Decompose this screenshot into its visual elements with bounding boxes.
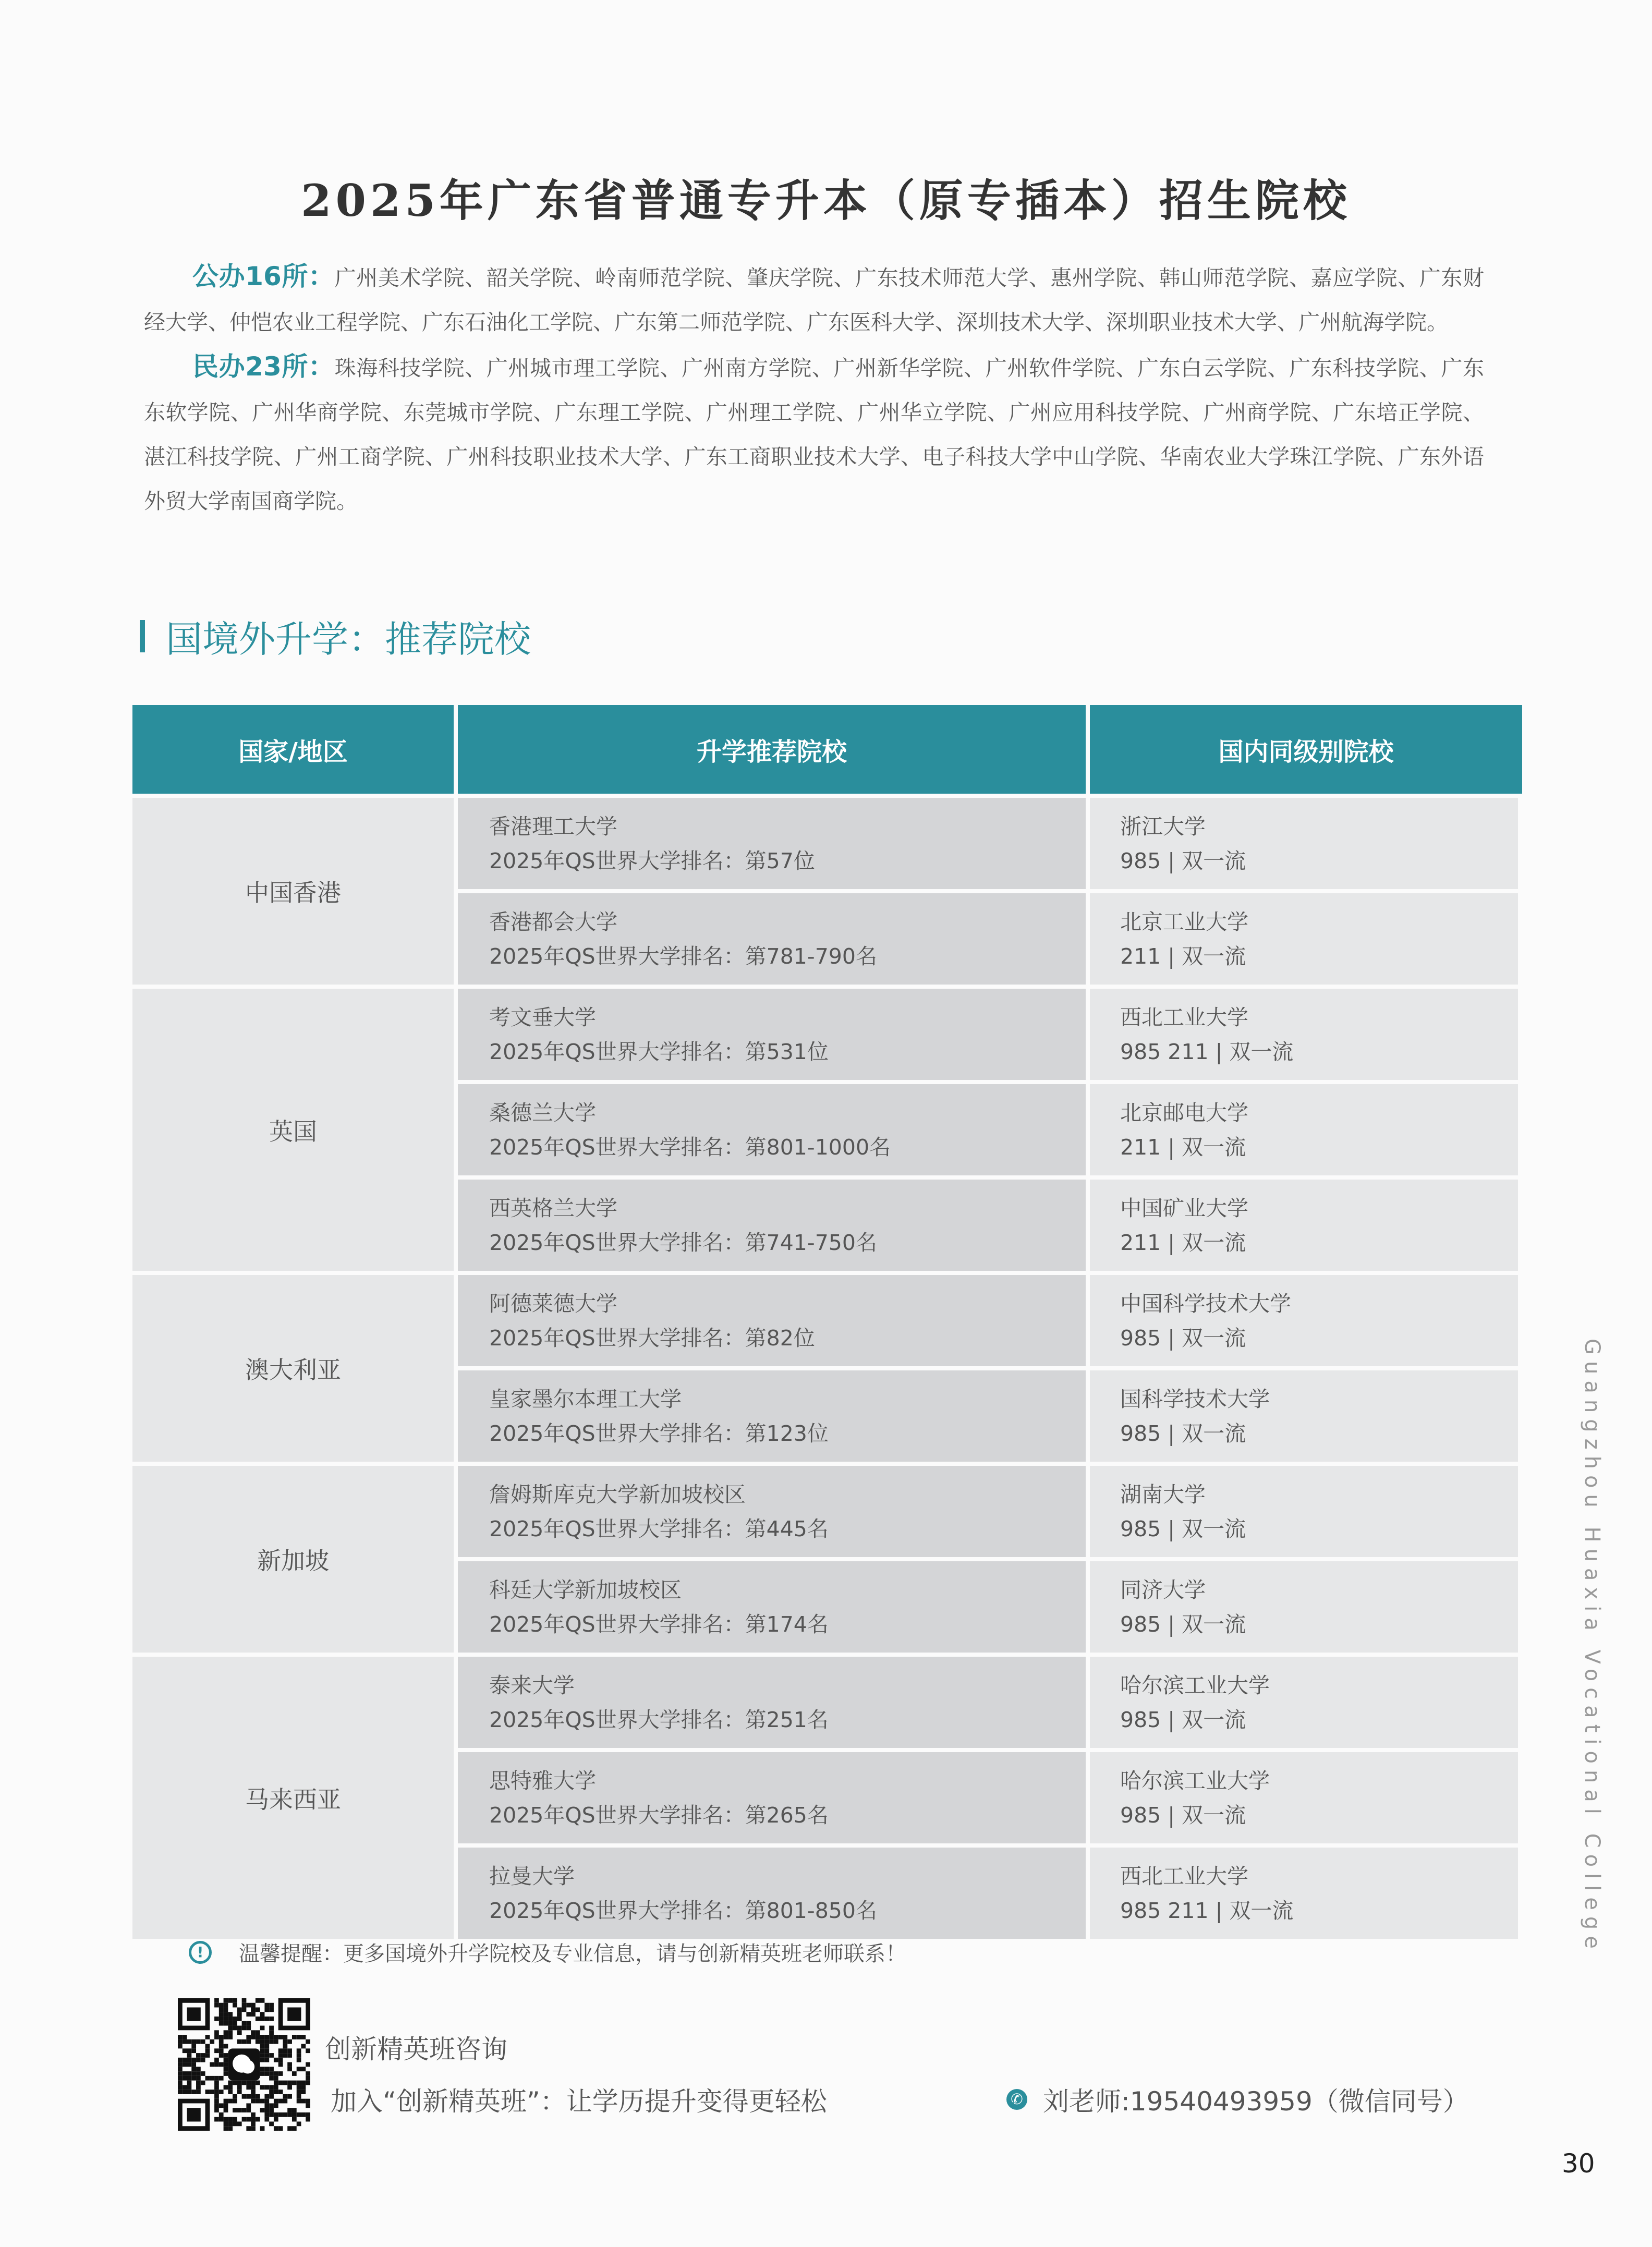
public-lead: 公办16所：: [192, 261, 335, 291]
qs-rank: 2025年QS世界大学排名：第801-1000名: [489, 1134, 891, 1160]
school-cell: [458, 1561, 1086, 1653]
peer-cell: [1090, 1466, 1518, 1557]
peer-level: 985 | 双一流: [1120, 1802, 1246, 1828]
peer-school: 西北工业大学: [1120, 1004, 1248, 1030]
school-name: 拉曼大学: [489, 1863, 575, 1889]
peer-cell: [1090, 798, 1518, 889]
peer-level: 985 | 双一流: [1120, 1420, 1246, 1446]
cta-title: 创新精英班咨询: [325, 2034, 507, 2064]
section-heading: [140, 613, 531, 660]
school-cell: [458, 893, 1086, 985]
page-number: 30: [1562, 2148, 1595, 2179]
school-name: 香港都会大学: [489, 909, 617, 934]
school-cell: [458, 989, 1086, 1080]
peer-cell: [1090, 1180, 1518, 1271]
cta-slogan: 加入“创新精英班”：让学历提升变得更轻松: [331, 2086, 827, 2117]
peer-school: 同济大学: [1120, 1577, 1206, 1602]
private-list: 珠海科技学院、广州城市理工学院、广州南方学院、广州新华学院、广州软件学院、广东白云学院、广东科技学院、广东东软学院、广州华商学院、东莞城市学院、广东理工学院、广州理工学院、广州华立学院、广州应用科技学院、广州商学院、广东培正学院、湛江科技学院、广州工商学院、广州科技职业技术大学、广东工商职业技术大学、电子科技大学中山学院、华南农业大学珠江学院、广东外语外贸大学南国商学院。: [144, 356, 1484, 514]
contact-phone: [1006, 2081, 1469, 2118]
peer-school: 哈尔滨工业大学: [1120, 1672, 1270, 1698]
qs-rank: 2025年QS世界大学排名：第123位: [489, 1420, 829, 1446]
header-peer: 国内同级别院校: [1090, 705, 1522, 794]
peer-school: 哈尔滨工业大学: [1120, 1768, 1270, 1793]
qs-rank: 2025年QS世界大学排名：第781-790名: [489, 943, 877, 969]
region-cell: 澳大利亚: [132, 1275, 454, 1462]
school-name: 西英格兰大学: [489, 1195, 617, 1221]
school-name: 泰来大学: [489, 1672, 575, 1698]
section-title: 国境外升学：推荐院校: [166, 617, 531, 661]
page-title: 2025年广东省普通专升本（原专插本）招生院校: [301, 175, 1351, 226]
header-school: 升学推荐院校: [458, 705, 1086, 794]
qs-rank: 2025年QS世界大学排名：第531位: [489, 1039, 829, 1064]
notice-text: 温馨提醒：更多国境外升学院校及专业信息，请与创新精英班老师联系！: [239, 1942, 906, 1966]
school-cell: [458, 1084, 1086, 1175]
side-college-name: Guangzhou Huaxia Vocational College: [1580, 1339, 1604, 1955]
region-cell: 英国: [132, 989, 454, 1271]
school-name: 桑德兰大学: [489, 1100, 596, 1125]
private-lead: 民办23所：: [192, 351, 335, 382]
peer-cell: [1090, 1561, 1518, 1653]
school-cell: [458, 1466, 1086, 1557]
info-icon: !: [189, 1941, 212, 1964]
peer-cell: [1090, 1848, 1518, 1939]
qs-rank: 2025年QS世界大学排名：第445名: [489, 1516, 829, 1541]
peer-school: 湖南大学: [1120, 1481, 1206, 1507]
schools-table: [132, 705, 1522, 1939]
intro-text: [144, 254, 1484, 524]
qs-rank: 2025年QS世界大学排名：第251名: [489, 1707, 829, 1732]
public-list: 广州美术学院、韶关学院、岭南师范学院、肇庆学院、广东技术师范大学、惠州学院、韩山师范学院、嘉应学院、广东财经大学、仲恺农业工程学院、广东石油化工学院、广东第二师范学院、广东医科大学、深圳技术大学、深圳职业技术大学、广州航海学院。: [144, 265, 1484, 335]
peer-level: 985 211 | 双一流: [1120, 1898, 1294, 1923]
school-cell: [458, 1657, 1086, 1748]
qs-rank: 2025年QS世界大学排名：第174名: [489, 1611, 829, 1637]
peer-level: 211 | 双一流: [1120, 1230, 1246, 1255]
peer-school: 中国科学技术大学: [1120, 1291, 1291, 1316]
school-cell: [458, 1275, 1086, 1366]
peer-school: 北京邮电大学: [1120, 1100, 1248, 1125]
peer-level: 985 | 双一流: [1120, 1611, 1246, 1637]
peer-school: 北京工业大学: [1120, 909, 1248, 934]
peer-cell: [1090, 893, 1518, 985]
school-name: 皇家墨尔本理工大学: [489, 1386, 682, 1412]
header-region: 国家/地区: [132, 705, 454, 794]
peer-cell: [1090, 1657, 1518, 1748]
school-cell: [458, 1752, 1086, 1843]
qs-rank: 2025年QS世界大学排名：第82位: [489, 1325, 815, 1351]
region-cell: 马来西亚: [132, 1657, 454, 1939]
school-name: 阿德莱德大学: [489, 1291, 617, 1316]
qs-rank: 2025年QS世界大学排名：第741-750名: [489, 1230, 877, 1255]
school-name: 香港理工大学: [489, 813, 617, 839]
peer-level: 985 | 双一流: [1120, 1325, 1246, 1351]
peer-level: 985 | 双一流: [1120, 1707, 1246, 1732]
peer-school: 西北工业大学: [1120, 1863, 1248, 1889]
peer-level: 985 | 双一流: [1120, 1516, 1246, 1541]
qr-code: [178, 1998, 310, 2131]
phone-icon: ✆: [1006, 2089, 1027, 2110]
region-cell: 新加坡: [132, 1466, 454, 1653]
peer-school: 国科学技术大学: [1120, 1386, 1270, 1412]
peer-level: 985 | 双一流: [1120, 848, 1246, 873]
school-cell: [458, 1180, 1086, 1271]
school-cell: [458, 798, 1086, 889]
peer-cell: [1090, 989, 1518, 1080]
phone-text: 刘老师:19540493959（微信同号）: [1043, 2086, 1469, 2117]
notice: [189, 1937, 906, 1967]
peer-level: 985 211 | 双一流: [1120, 1039, 1294, 1064]
qs-rank: 2025年QS世界大学排名：第57位: [489, 848, 815, 873]
peer-school: 浙江大学: [1120, 813, 1206, 839]
region-cell: 中国香港: [132, 798, 454, 985]
private-schools: [144, 345, 1484, 524]
public-schools: [144, 254, 1484, 345]
peer-cell: [1090, 1752, 1518, 1843]
qs-rank: 2025年QS世界大学排名：第265名: [489, 1802, 829, 1828]
qs-rank: 2025年QS世界大学排名：第801-850名: [489, 1898, 877, 1923]
school-name: 考文垂大学: [489, 1004, 596, 1030]
school-name: 科廷大学新加坡校区: [489, 1577, 682, 1602]
school-name: 詹姆斯库克大学新加坡校区: [489, 1481, 746, 1507]
heading-bar: [140, 620, 145, 652]
school-cell: [458, 1370, 1086, 1462]
peer-school: 中国矿业大学: [1120, 1195, 1248, 1221]
school-cell: [458, 1848, 1086, 1939]
peer-level: 211 | 双一流: [1120, 1134, 1246, 1160]
school-name: 思特雅大学: [489, 1768, 596, 1793]
peer-level: 211 | 双一流: [1120, 943, 1246, 969]
peer-cell: [1090, 1275, 1518, 1366]
peer-cell: [1090, 1084, 1518, 1175]
peer-cell: [1090, 1370, 1518, 1462]
